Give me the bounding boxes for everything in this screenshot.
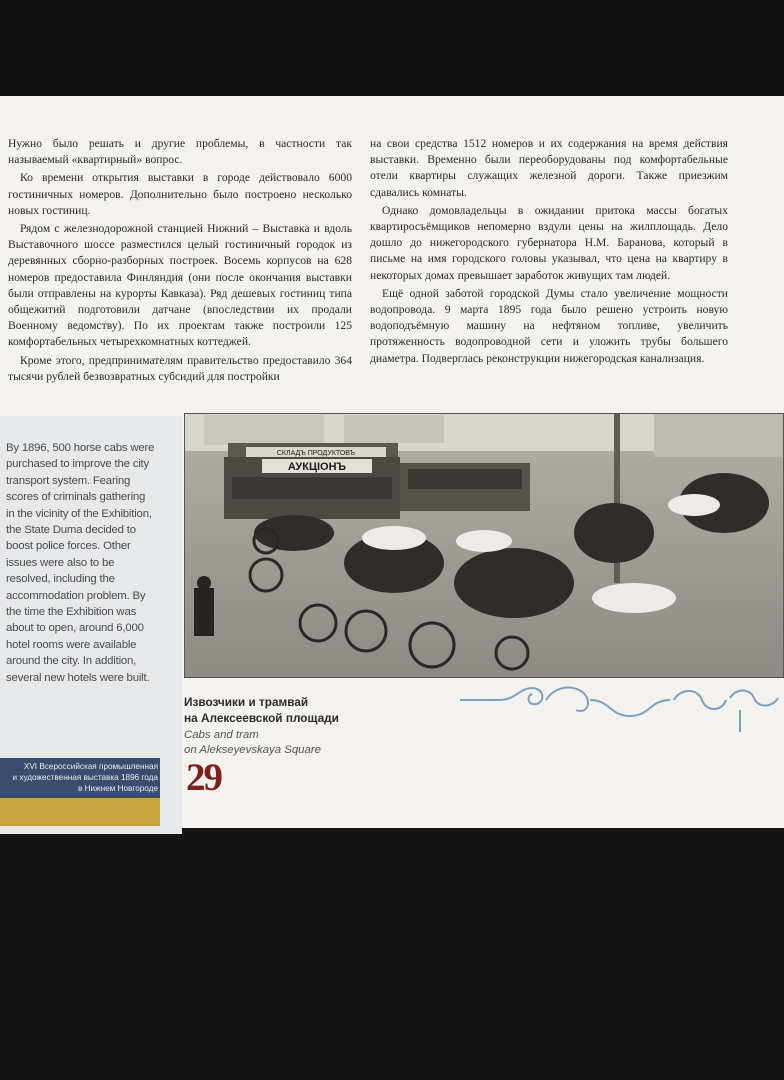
paragraph: Кроме этого, предпринимателям правительство предоставило 364 тысячи рублей безвозвратных субсидий для постройки	[8, 353, 352, 383]
decorative-ornament	[460, 680, 784, 736]
exhibition-title	[4, 761, 158, 794]
paragraph: Ещё одной заботой городской Думы стало увеличение мощности водопровода. 9 марта 1895 года было решено устроить новую водоподъёмную машину на нефтяном топливе, увеличить протяженность водопроводной сети и уложить трубы большего диаметра. Подверглась реконструкции нижегородская канализация.	[370, 286, 728, 365]
paragraph: Нужно было решать и другие проблемы, в частности так называемый «квартирный» вопрос.	[8, 137, 352, 167]
paragraph: на свои средства 1512 номеров и их содержания на время действия выставки. Временно были переоборудованы под комфортабельные отели квартиры служащих железной дороги. Также приезжим сдавались комнаты.	[370, 137, 728, 199]
sidebar-english-text	[6, 440, 156, 686]
right-text-column	[370, 136, 728, 369]
caption-russian	[184, 694, 404, 726]
paragraph: Однако домовладельцы в ожидании притока массы богатых квартиросъёмщиков непомерно вздули цены на жилплощадь. Дело дошло до нижегородского губернатора Н.М. Баранова, который в письме на имя городского головы указывал, что цена на квартиру в некоторых домах превышает заработок живущих там людей.	[370, 203, 728, 282]
caption-ru-line: Извозчики и трамвай	[184, 695, 309, 709]
scan-border-bottom	[0, 828, 784, 1080]
caption-en-line: Cabs and tram	[184, 729, 259, 741]
scan-border-top	[0, 0, 784, 96]
historical-photo	[184, 413, 784, 678]
footer-blue-band	[0, 758, 160, 798]
exhibition-title-line: XVI Всероссийская промышленная	[23, 762, 158, 771]
sidebar-paragraph: By 1896, 500 horse cabs were purchased to improve the city transport system. Fearing scores of criminals gathering in the vicinity of the Exhibition, the State Duma decided to boost police forces. Other issues were also to be resolved, including the accommodation problem. By the time the Exhibition was about to open, around 6,000 hotel rooms were available around the city. In addition, several new hotels were built.	[6, 442, 155, 684]
left-text-column	[8, 136, 352, 387]
paragraph: Рядом с железнодорожной станцией Нижний – Выставка и вдоль Выставочного шоссе разместился целый гостиничный городок из деревянных сборно-разборных построек. Восемь корпусов на 628 номеров предоставила Финляндия (они после окончания выставки были отправлены на курорты Кавказа). Ряд дешевых гостиниц типа общежитий подготовили датчане (впоследствии их продали Военному ведомству). По их проектам также построили 125 комфортабельных четырехкомнатных коттеджей.	[8, 222, 352, 349]
caption-english	[184, 728, 404, 758]
exhibition-title-line: и художественная выставка 1896 года	[12, 773, 158, 782]
page-number: 29	[186, 756, 221, 799]
tram-sign-main-text: АУКЦІОНЪ	[287, 461, 347, 473]
page-footer	[0, 758, 184, 826]
exhibition-title-line: в Нижнем Новгороде	[78, 784, 158, 793]
photo-illustration	[184, 413, 784, 678]
caption-en-line: on Alekseyevskaya Square	[184, 744, 321, 756]
footer-gold-band	[0, 798, 160, 826]
tram-sign-top-text: СКЛАДЪ ПРОДУКТОВЪ	[276, 450, 356, 457]
caption-ru-line: на Алексеевской площади	[184, 711, 339, 725]
photo-caption	[184, 694, 404, 758]
paragraph: Ко времени открытия выставки в городе действовало 6000 гостиничных номеров. Дополнительно было построено несколько новых гостиниц.	[8, 171, 352, 217]
